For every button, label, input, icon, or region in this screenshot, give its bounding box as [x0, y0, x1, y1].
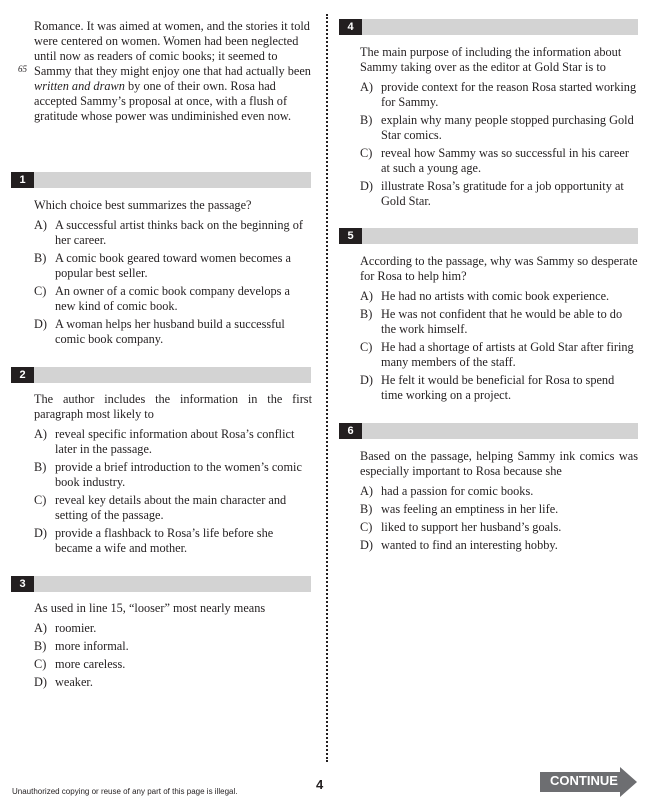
- answer-option-d[interactable]: [34, 317, 312, 347]
- answer-options: [360, 484, 638, 553]
- answer-option-c[interactable]: [34, 493, 312, 523]
- answer-option-a[interactable]: [360, 289, 638, 304]
- option-letter: A): [34, 218, 47, 232]
- answer-option-a[interactable]: [360, 484, 638, 499]
- option-letter: C): [34, 657, 47, 671]
- option-text: was feeling an emptiness in her life.: [381, 502, 559, 516]
- option-text: explain why many people stopped purchasing Gold Star comics.: [381, 113, 634, 142]
- option-letter: A): [360, 484, 373, 498]
- question-stem: The author includes the information in the first paragraph most likely to: [34, 392, 312, 421]
- question-bar: [11, 172, 311, 188]
- passage-text: Romance. It was aimed at women, and the stories it told were centered on women. Women had been neglected until now as readers of comic books; it seemed to Sammy that they might enjoy one that had actually been: [34, 19, 311, 78]
- option-letter: D): [360, 179, 373, 193]
- question-stem: The main purpose of including the information about Sammy taking over as the editor at Gold Star is to: [360, 45, 622, 74]
- option-letter: D): [360, 373, 373, 387]
- option-text: reveal how Sammy was so successful in his career at such a young age.: [381, 146, 629, 175]
- option-text: had a passion for comic books.: [381, 484, 534, 498]
- question-stem: Based on the passage, helping Sammy ink comics was especially important to Rosa because she: [360, 449, 638, 478]
- option-text: weaker.: [55, 675, 93, 689]
- answer-options: [34, 218, 312, 347]
- passage-excerpt: [34, 19, 314, 124]
- option-text: more careless.: [55, 657, 126, 671]
- passage-text: by one of their own. Rosa had accepted Sammy’s proposal at once, with a flush of gratitude whose power was undiminished even now.: [34, 79, 292, 123]
- option-letter: B): [360, 113, 373, 127]
- option-text: illustrate Rosa’s gratitude for a job opportunity at Gold Star.: [381, 179, 624, 208]
- answer-option-d[interactable]: [34, 675, 312, 690]
- option-letter: C): [360, 340, 373, 354]
- answer-option-b[interactable]: [360, 113, 638, 143]
- option-text: He had no artists with comic book experience.: [381, 289, 610, 303]
- option-text: He felt it would be beneficial for Rosa to spend time working on a project.: [381, 373, 615, 402]
- question-number: 2: [11, 367, 34, 383]
- answer-option-d[interactable]: [360, 538, 638, 553]
- question-number: 4: [339, 19, 362, 35]
- option-letter: A): [34, 621, 47, 635]
- option-letter: B): [360, 307, 373, 321]
- line-number: 65: [18, 64, 27, 74]
- answer-option-c[interactable]: [360, 146, 638, 176]
- option-text: A comic book geared toward women becomes a popular best seller.: [55, 251, 291, 280]
- option-text: reveal key details about the main character and setting of the passage.: [55, 493, 287, 522]
- answer-option-b[interactable]: [34, 639, 312, 654]
- answer-option-c[interactable]: [34, 284, 312, 314]
- option-text: more informal.: [55, 639, 129, 653]
- question-bar: [11, 576, 311, 592]
- continue-label: CONTINUE: [550, 773, 618, 788]
- option-text: roomier.: [55, 621, 97, 635]
- question-6: [360, 449, 638, 556]
- option-text: wanted to find an interesting hobby.: [381, 538, 558, 552]
- answer-option-d[interactable]: [360, 179, 638, 209]
- option-text: provide a brief introduction to the women’s comic book industry.: [55, 460, 302, 489]
- option-letter: B): [34, 460, 47, 474]
- answer-option-a[interactable]: [34, 218, 312, 248]
- option-letter: A): [360, 80, 373, 94]
- answer-option-c[interactable]: [360, 520, 638, 535]
- option-text: reveal specific information about Rosa’s conflict later in the passage.: [55, 427, 295, 456]
- option-letter: B): [34, 251, 47, 265]
- option-letter: D): [360, 538, 373, 552]
- answer-options: [360, 289, 638, 403]
- option-text: A successful artist thinks back on the beginning of her career.: [55, 218, 303, 247]
- question-4: [360, 45, 638, 212]
- option-letter: C): [360, 520, 373, 534]
- question-stem: Which choice best summarizes the passage?: [34, 198, 252, 212]
- option-letter: D): [34, 675, 47, 689]
- answer-option-c[interactable]: [360, 340, 638, 370]
- answer-option-c[interactable]: [34, 657, 312, 672]
- question-stem: According to the passage, why was Sammy so desperate for Rosa to help him?: [360, 254, 638, 283]
- option-letter: C): [34, 493, 47, 507]
- option-text: He was not confident that he would be able to do the work himself.: [381, 307, 623, 336]
- answer-option-b[interactable]: [360, 307, 638, 337]
- passage-italic-text: written and drawn: [34, 79, 125, 93]
- question-number: 6: [339, 423, 362, 439]
- answer-option-a[interactable]: [34, 427, 312, 457]
- option-letter: C): [34, 284, 47, 298]
- answer-option-b[interactable]: [34, 460, 312, 490]
- option-text: provide context for the reason Rosa started working for Sammy.: [381, 80, 637, 109]
- option-letter: C): [360, 146, 373, 160]
- option-letter: A): [360, 289, 373, 303]
- answer-options: [34, 621, 312, 690]
- option-text: An owner of a comic book company develops a new kind of comic book.: [55, 284, 290, 313]
- option-letter: B): [360, 502, 373, 516]
- question-5: [360, 254, 638, 406]
- option-letter: D): [34, 317, 47, 331]
- option-letter: D): [34, 526, 47, 540]
- question-1: [34, 198, 312, 350]
- answer-option-b[interactable]: [34, 251, 312, 281]
- question-number: 3: [11, 576, 34, 592]
- question-2: [34, 392, 312, 559]
- passage-paragraph: [34, 19, 314, 124]
- question-bar: [339, 19, 638, 35]
- answer-option-d[interactable]: [360, 373, 638, 403]
- answer-option-d[interactable]: [34, 526, 312, 556]
- option-letter: A): [34, 427, 47, 441]
- option-text: A woman helps her husband build a successful comic book company.: [55, 317, 285, 346]
- option-letter: B): [34, 639, 47, 653]
- column-divider: [326, 14, 328, 762]
- question-number: 1: [11, 172, 34, 188]
- question-bar: [339, 423, 638, 439]
- question-bar: [339, 228, 638, 244]
- continue-button[interactable]: [540, 767, 638, 797]
- answer-options: [34, 427, 312, 556]
- answer-option-a[interactable]: [360, 80, 638, 110]
- question-stem: As used in line 15, “looser” most nearly means: [34, 601, 266, 615]
- copyright-notice: Unauthorized copying or reuse of any part of this page is illegal.: [12, 787, 238, 796]
- question-bar: [11, 367, 311, 383]
- option-text: provide a flashback to Rosa’s life before she became a wife and mother.: [55, 526, 274, 555]
- answer-option-b[interactable]: [360, 502, 638, 517]
- answer-option-a[interactable]: [34, 621, 312, 636]
- question-number: 5: [339, 228, 362, 244]
- answer-options: [360, 80, 638, 209]
- page-number: 4: [316, 777, 324, 792]
- option-text: He had a shortage of artists at Gold Star after firing many members of the staff.: [381, 340, 634, 369]
- question-3: [34, 601, 312, 693]
- option-text: liked to support her husband’s goals.: [381, 520, 562, 534]
